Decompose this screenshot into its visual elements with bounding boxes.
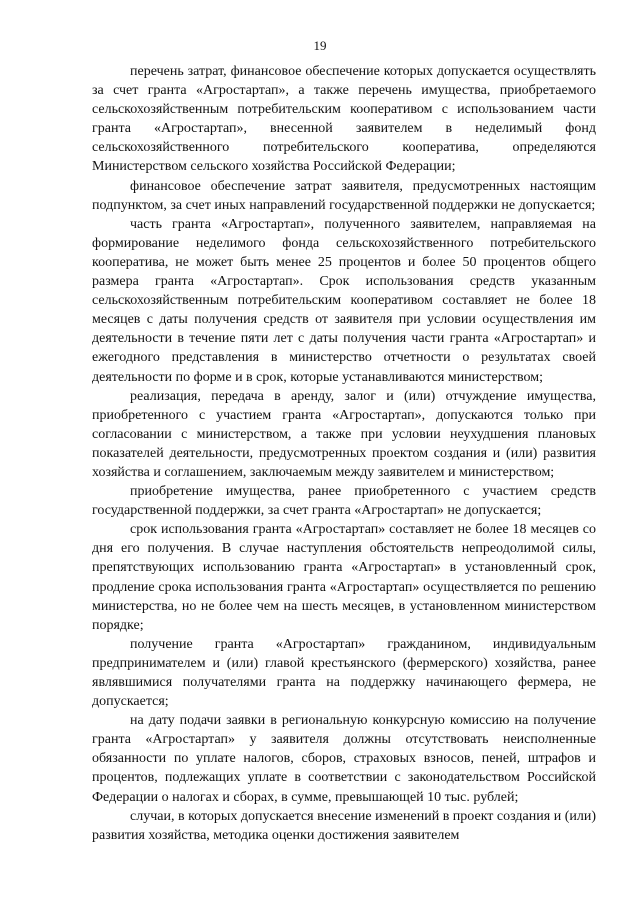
paragraph-property-disposal: реализация, передача в аренду, залог и (или) отчуждение имущества, приобретенного с участием гранта «Агростартап», допускаются только при согласовании с министерством, а также при условии неухудшения плановых показателей деятельности, предусмотренных проектом создания и (или) развития хозяйства и соглашением, заключаемым между заявителем и министерством; (92, 388, 596, 480)
paragraph-project-changes: случаи, в которых допускается внесение изменений в проект создания и (или) развития хозяйства, методика оценки достижения заявителем (92, 808, 596, 843)
paragraph-grant-usage-term: срок использования гранта «Агростартап» составляет не более 18 месяцев со дня его получения. В случае наступления обстоятельств непреодолимой силы, препятствующих использованию гранта «Агростартап» в установленный срок, продление срока использования гранта «Агростартап» осуществляется по решению министерства, но не более чем на шесть месяцев, в установленном министерством порядке; (92, 522, 596, 633)
paragraph-other-support-prohibited: финансовое обеспечение затрат заявителя, предусмотренных настоящим подпунктом, за счет иных направлений государственной поддержки не допускается; (92, 178, 596, 213)
paragraph-cost-list: перечень затрат, финансовое обеспечение которых допускается осуществлять за счет гранта «Агростартап», а также перечень имущества, приобретаемого сельскохозяйственным потребительским кооперативом с использованием части гранта «Агростартап», внесенной заявителем в неделимый фонд сельскохозяйственного потребительского кооператива, определяются Министерством сельского хозяйства Российской Федерации; (92, 64, 596, 175)
paragraph-indivisible-fund-share: часть гранта «Агростартап», полученного заявителем, направляемая на формирование неделимого фонда сельскохозяйственного потребительского кооператива, не может быть менее 25 процентов и более 50 процентов общего размера гранта «Агростартап». Срок использования средств указанным сельскохозяйственным потребительским кооперативом составляет не более 18 месяцев с даты получения средств от заявителя при условии осуществления им деятельности в течение пяти лет с даты получения части гранта «Агростартап» и ежегодного представления в министерство отчетности о результатах своей деятельности по форме и в срок, которые устанавливаются министерством; (92, 216, 596, 385)
document-body (92, 62, 596, 845)
paragraph-previous-recipients: получение гранта «Агростартап» гражданином, индивидуальным предпринимателем и (или) главой крестьянского (фермерского) хозяйства, ранее являвшимися получателями гранта на поддержку начинающего фермера, не допускается; (92, 636, 596, 710)
paragraph-tax-obligations: на дату подачи заявки в региональную конкурсную комиссию на получение гранта «Агростартап» у заявителя должны отсутствовать неисполненные обязанности по уплате налогов, сборов, страховых взносов, пеней, штрафов и процентов, подлежащих уплате в соответствии с законодательством Российской Федерации о налогах и сборах, в сумме, превышающей 10 тыс. рублей; (92, 713, 596, 805)
paragraph-previously-acquired-property: приобретение имущества, ранее приобретенного с участием средств государственной поддержки, за счет гранта «Агростартап» не допускается; (92, 484, 596, 519)
page-number: 19 (313, 38, 327, 53)
